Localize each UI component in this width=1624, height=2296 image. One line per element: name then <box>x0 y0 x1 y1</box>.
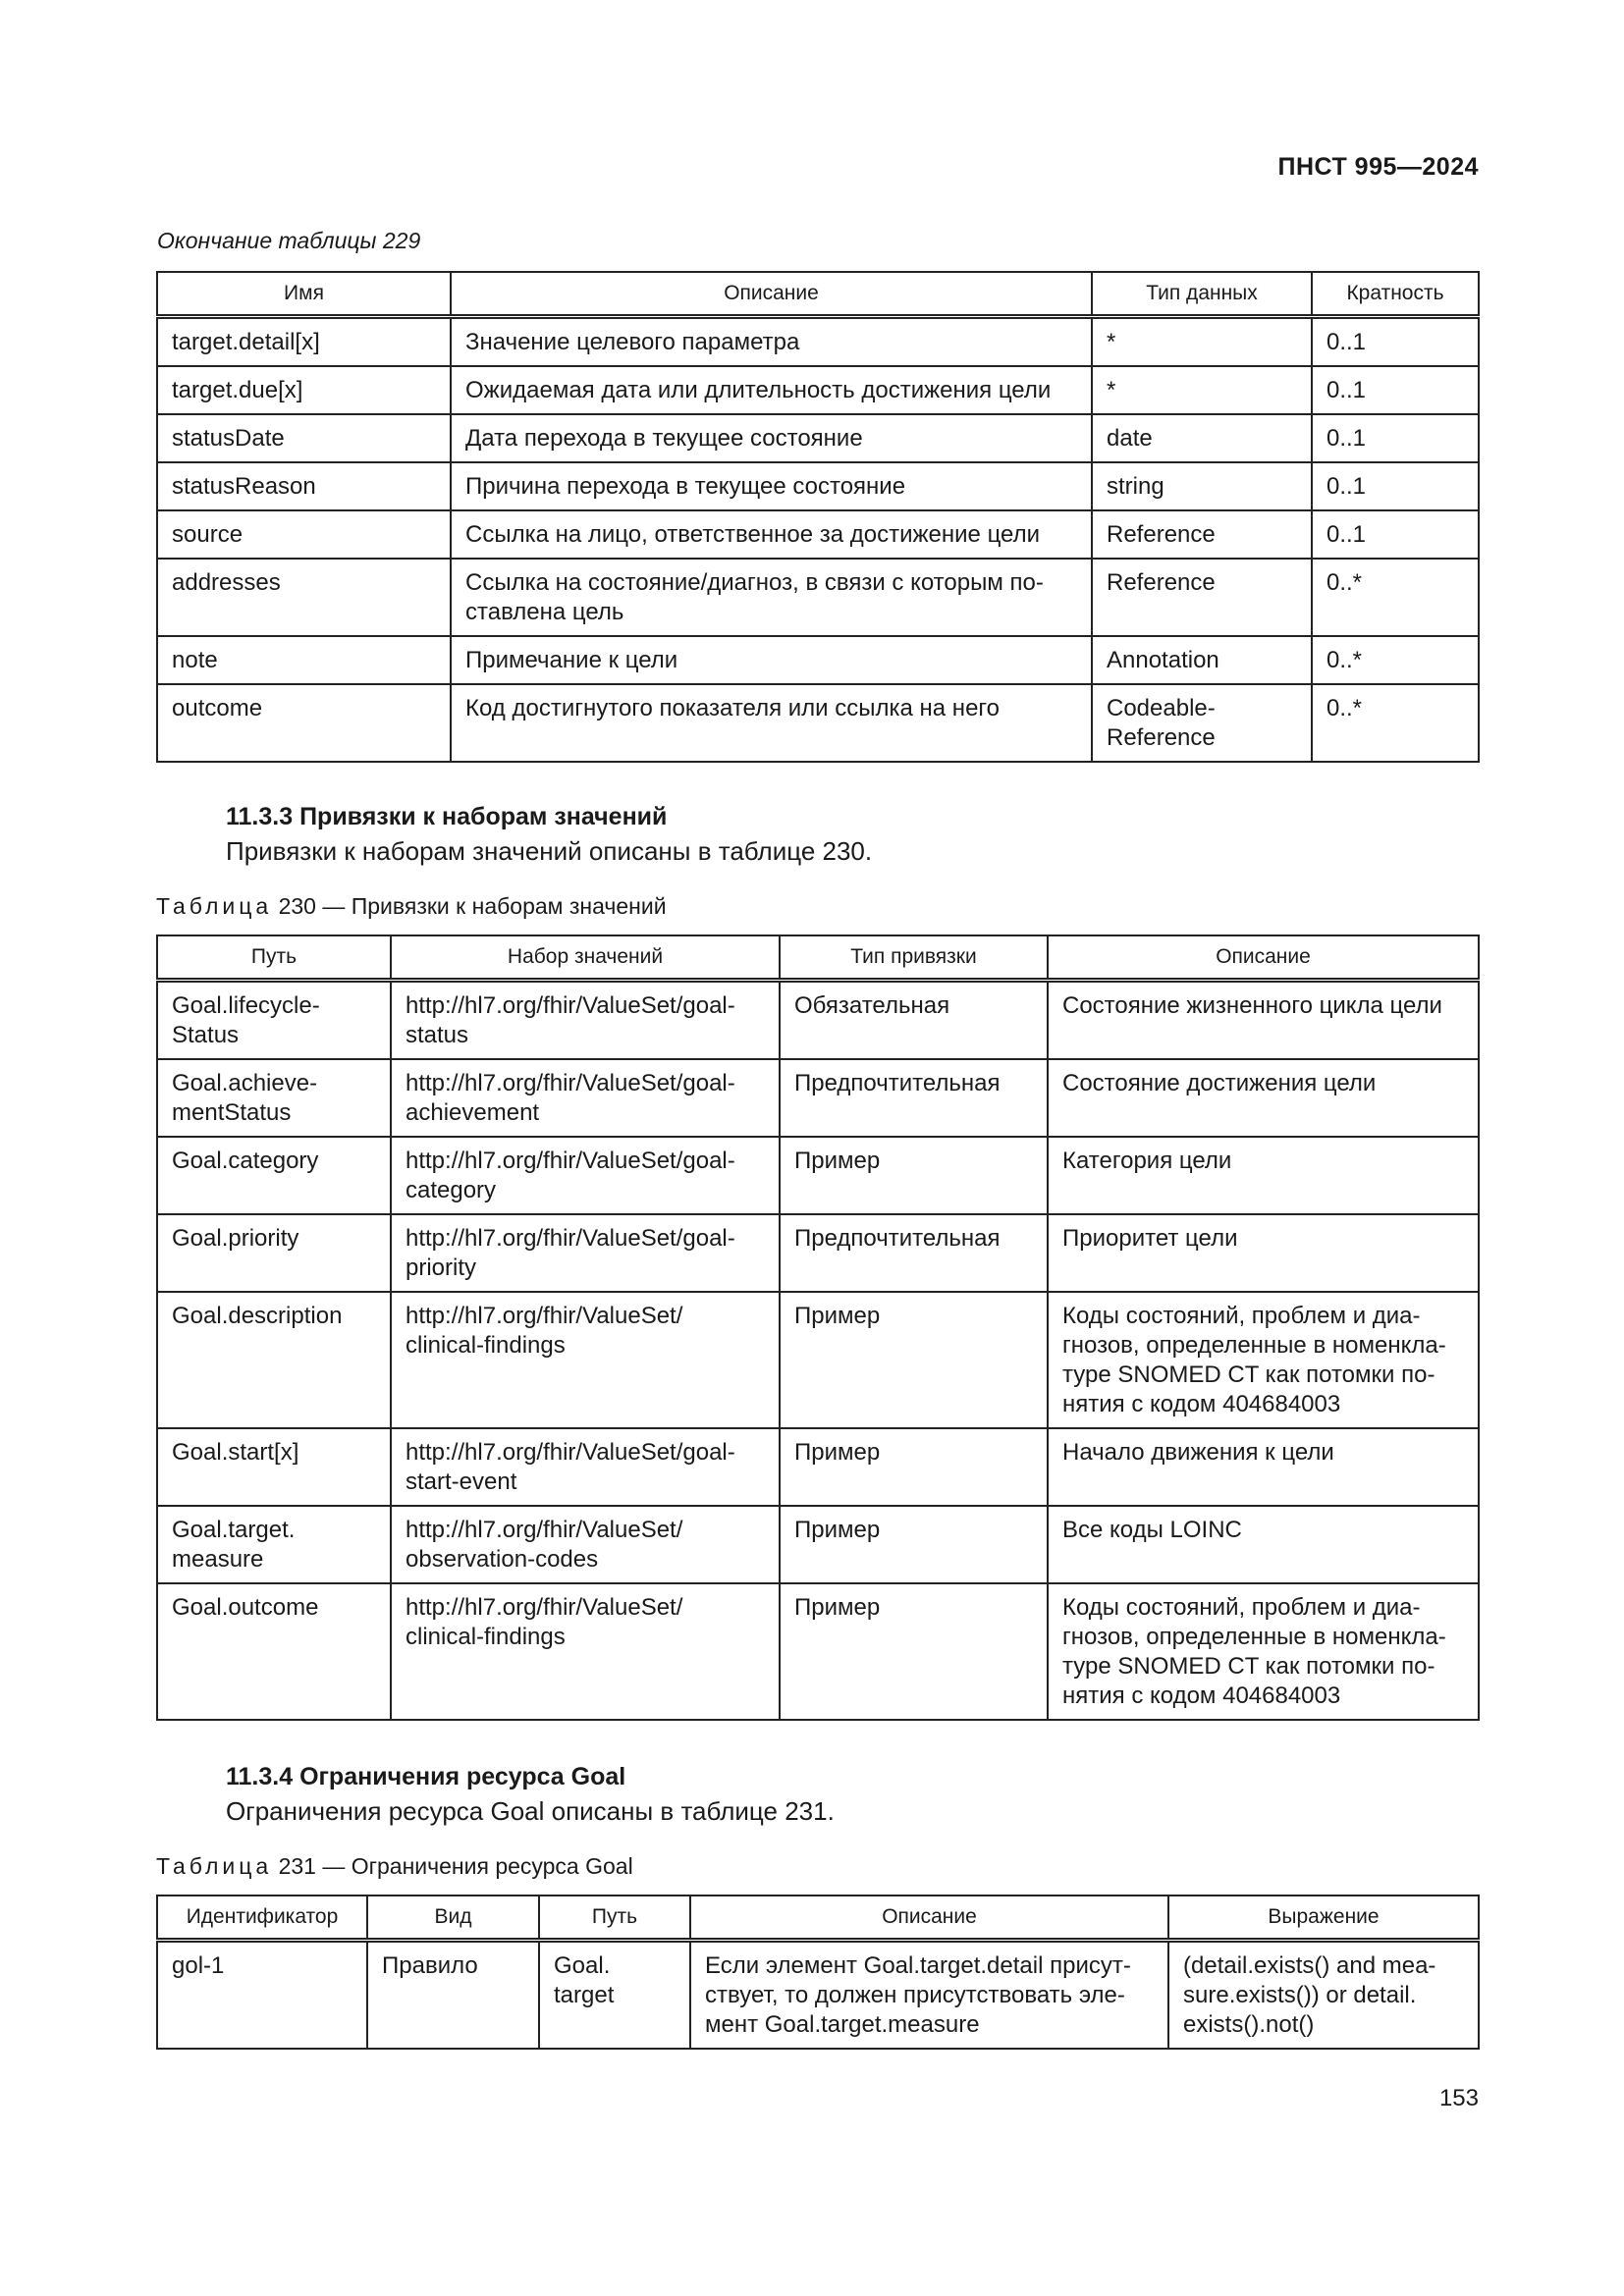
cell-binding-type: Обязательная <box>780 981 1048 1060</box>
table-231 <box>156 1895 1480 2050</box>
cell-path: Goal.lifecycle-Status <box>157 981 391 1060</box>
cell-description: Состояние достижения цели <box>1048 1059 1479 1137</box>
section-heading-11-3-4: 11.3.4 Ограничения ресурса Goal <box>226 1763 626 1790</box>
cell-description: Если элемент Goal.target.detail присут-ствует, то должен присутствовать эле-мент Goal.target.measure <box>690 1941 1168 2050</box>
cell-description: Коды состояний, проблем и диа-гнозов, определенные в номенкла-туре SNOMED CT как потомки по-нятия с кодом 404684003 <box>1048 1583 1479 1720</box>
cell-valueset-url: http://hl7.org/fhir/ValueSet/goal-priority <box>391 1214 780 1292</box>
cell-path: Goal.start[x] <box>157 1428 391 1506</box>
table-caption-label: Таблица <box>156 893 273 919</box>
cell-binding-type: Пример <box>780 1506 1048 1583</box>
cell-description: Ссылка на лицо, ответственное за достижение цели <box>451 510 1092 559</box>
table-row <box>157 1214 1479 1292</box>
cell-cardinality: 0..1 <box>1312 317 1479 367</box>
cell-description: Дата перехода в текущее состояние <box>451 414 1092 462</box>
table-row <box>157 462 1479 510</box>
table-229-continuation-caption: Окончание таблицы 229 <box>157 228 421 253</box>
cell-name: addresses <box>157 559 451 636</box>
cell-description: Состояние жизненного цикла цели <box>1048 981 1479 1060</box>
table-row <box>157 636 1479 684</box>
cell-datatype: Annotation <box>1092 636 1312 684</box>
cell-valueset-url: http://hl7.org/fhir/ValueSet/goal-category <box>391 1137 780 1214</box>
table-229 <box>156 271 1480 763</box>
table-row <box>157 317 1479 367</box>
cell-datatype: Codeable-Reference <box>1092 684 1312 762</box>
table-row <box>157 1428 1479 1506</box>
cell-path: Goal.achieve-mentStatus <box>157 1059 391 1137</box>
section-paragraph-11-3-3: Привязки к наборам значений описаны в таблице 230. <box>226 836 873 866</box>
cell-valueset-url: http://hl7.org/fhir/ValueSet/goal-status <box>391 981 780 1060</box>
column-header: Вид <box>367 1896 539 1941</box>
column-header: Набор значений <box>391 935 780 981</box>
cell-valueset-url: http://hl7.org/fhir/ValueSet/goal-start-event <box>391 1428 780 1506</box>
cell-cardinality: 0..1 <box>1312 510 1479 559</box>
table-row <box>157 1059 1479 1137</box>
cell-description: Ожидаемая дата или длительность достижения цели <box>451 366 1092 414</box>
section-paragraph-11-3-4: Ограничения ресурса Goal описаны в таблице 231. <box>226 1796 835 1826</box>
cell-name: statusReason <box>157 462 451 510</box>
cell-description: Значение целевого параметра <box>451 317 1092 367</box>
cell-path: Goal. target <box>539 1941 690 2050</box>
cell-description: Примечание к цели <box>451 636 1092 684</box>
cell-description: Все коды LOINC <box>1048 1506 1479 1583</box>
cell-valueset-url: http://hl7.org/fhir/ValueSet/goal-achievement <box>391 1059 780 1137</box>
table-row <box>157 1292 1479 1428</box>
column-header: Описание <box>1048 935 1479 981</box>
column-header: Идентификатор <box>157 1896 367 1941</box>
table-row <box>157 1941 1479 2050</box>
column-header: Имя <box>157 272 451 317</box>
cell-path: Goal.description <box>157 1292 391 1428</box>
cell-datatype: Reference <box>1092 559 1312 636</box>
cell-name: statusDate <box>157 414 451 462</box>
table-caption-label: Таблица <box>156 1853 273 1879</box>
cell-valueset-url: http://hl7.org/fhir/ValueSet/ clinical-findings <box>391 1583 780 1720</box>
cell-kind: Правило <box>367 1941 539 2050</box>
cell-cardinality: 0..* <box>1312 636 1479 684</box>
cell-binding-type: Пример <box>780 1137 1048 1214</box>
cell-datatype: string <box>1092 462 1312 510</box>
table-row <box>157 981 1479 1060</box>
cell-cardinality: 0..1 <box>1312 414 1479 462</box>
cell-description: Ссылка на состояние/диагноз, в связи с которым по-ставлена цель <box>451 559 1092 636</box>
cell-path: Goal.category <box>157 1137 391 1214</box>
cell-datatype: date <box>1092 414 1312 462</box>
cell-cardinality: 0..* <box>1312 684 1479 762</box>
column-header: Описание <box>451 272 1092 317</box>
cell-cardinality: 0..1 <box>1312 462 1479 510</box>
cell-name: target.due[x] <box>157 366 451 414</box>
cell-datatype: * <box>1092 317 1312 367</box>
table-231-caption <box>156 1853 633 1880</box>
column-header: Путь <box>157 935 391 981</box>
cell-description: Код достигнутого показателя или ссылка на него <box>451 684 1092 762</box>
cell-name: source <box>157 510 451 559</box>
cell-cardinality: 0..1 <box>1312 366 1479 414</box>
cell-description: Приоритет цели <box>1048 1214 1479 1292</box>
table-row <box>157 684 1479 762</box>
column-header: Выражение <box>1168 1896 1479 1941</box>
cell-expression: (detail.exists() and mea-sure.exists()) or detail. exists().not() <box>1168 1941 1479 2050</box>
cell-name: note <box>157 636 451 684</box>
column-header: Тип привязки <box>780 935 1048 981</box>
table-caption-text: 230 — Привязки к наборам значений <box>272 893 667 919</box>
cell-description: Категория цели <box>1048 1137 1479 1214</box>
table-header-row <box>157 1896 1479 1941</box>
table-caption-text: 231 — Ограничения ресурса Goal <box>272 1853 633 1879</box>
column-header: Описание <box>690 1896 1168 1941</box>
table-row <box>157 1506 1479 1583</box>
cell-binding-type: Пример <box>780 1428 1048 1506</box>
cell-valueset-url: http://hl7.org/fhir/ValueSet/ observation-codes <box>391 1506 780 1583</box>
column-header: Тип данных <box>1092 272 1312 317</box>
table-header-row <box>157 935 1479 981</box>
cell-binding-type: Предпочтительная <box>780 1214 1048 1292</box>
table-row <box>157 559 1479 636</box>
table-row <box>157 1583 1479 1720</box>
cell-datatype: * <box>1092 366 1312 414</box>
cell-path: Goal.target. measure <box>157 1506 391 1583</box>
cell-valueset-url: http://hl7.org/fhir/ValueSet/ clinical-findings <box>391 1292 780 1428</box>
table-230-caption <box>156 893 667 920</box>
cell-cardinality: 0..* <box>1312 559 1479 636</box>
column-header: Путь <box>539 1896 690 1941</box>
table-row <box>157 414 1479 462</box>
cell-binding-type: Предпочтительная <box>780 1059 1048 1137</box>
section-heading-11-3-3: 11.3.3 Привязки к наборам значений <box>226 803 668 830</box>
cell-description: Причина перехода в текущее состояние <box>451 462 1092 510</box>
cell-datatype: Reference <box>1092 510 1312 559</box>
page-number: 153 <box>1438 2085 1479 2111</box>
cell-path: Goal.priority <box>157 1214 391 1292</box>
cell-name: outcome <box>157 684 451 762</box>
cell-binding-type: Пример <box>780 1583 1048 1720</box>
table-row <box>157 510 1479 559</box>
cell-path: Goal.outcome <box>157 1583 391 1720</box>
column-header: Кратность <box>1312 272 1479 317</box>
cell-name: target.detail[x] <box>157 317 451 367</box>
table-row <box>157 366 1479 414</box>
cell-description: Начало движения к цели <box>1048 1428 1479 1506</box>
cell-description: Коды состояний, проблем и диа-гнозов, определенные в номенкла-туре SNOMED CT как потомки по-нятия с кодом 404684003 <box>1048 1292 1479 1428</box>
table-row <box>157 1137 1479 1214</box>
cell-identifier: gol-1 <box>157 1941 367 2050</box>
cell-binding-type: Пример <box>780 1292 1048 1428</box>
document-code: ПНСТ 995—2024 <box>1277 153 1479 181</box>
table-230 <box>156 934 1480 1721</box>
table-header-row <box>157 272 1479 317</box>
